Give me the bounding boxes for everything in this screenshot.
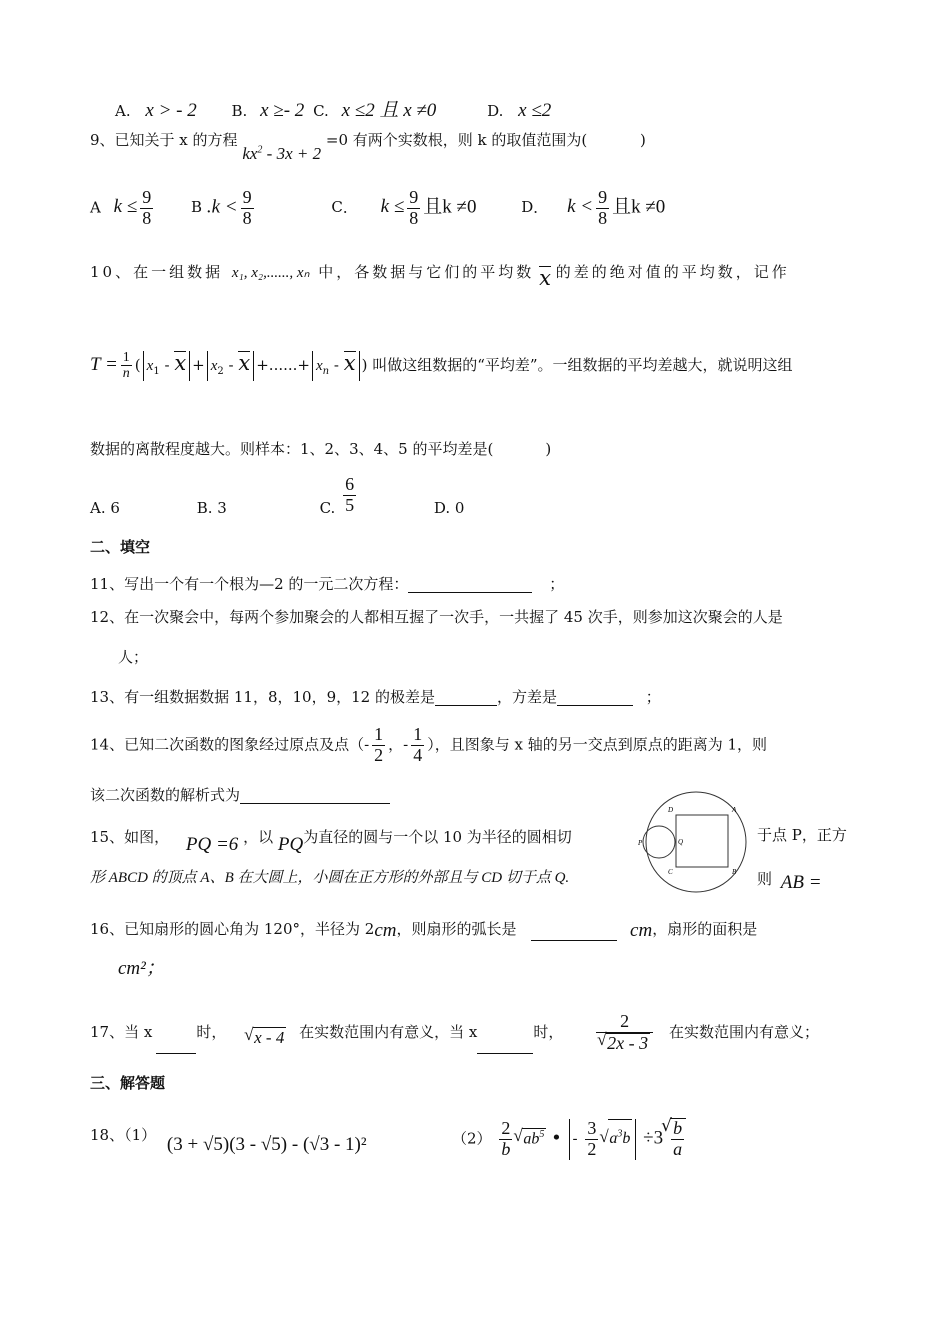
question-18-part2: （2） $\frac{2}{b}$ √ $ab^5$ • - $\frac{3}{2}$ √ $a^3b \div 3$ √ $\frac{b}{a}$ bbox=[452, 1118, 686, 1160]
q9-option-c: C bbox=[331, 198, 343, 217]
q14-answer-blank[interactable] bbox=[240, 803, 390, 804]
question-12: 12、在一次聚会中，每两个参加聚会的人都相互握了一次手，一共握了 45 次手，则参加这次聚会的人是 bbox=[90, 608, 783, 626]
option-c-label: C. bbox=[313, 102, 329, 120]
label-a: A bbox=[732, 806, 737, 814]
question-15-line2: 形 ABCD 的顶点 A、B 在大圆上，小圆在正方形的外部且与 CD 切于点 Q. bbox=[90, 870, 570, 886]
section-3-heading: 三、解答题 bbox=[90, 1074, 166, 1092]
q17-blank-2[interactable] bbox=[477, 1053, 533, 1054]
question-18: 18、（1） (3 + √5)(3 - √5) - (√3 - 1)² bbox=[90, 1126, 367, 1155]
question-15: 15、如图， PQ =6 ，以 PQ为直径的圆与一个以 10 为半径的圆相切 bbox=[90, 828, 572, 855]
question-10-line1: 10、在一组数据 x₁, x₂,......, xₙ 中，各数据与它们的平均数 x 的差的绝对值的平均数，记作 bbox=[90, 263, 790, 290]
option-a-label: A. bbox=[115, 102, 131, 120]
option-b-label: B. bbox=[231, 102, 248, 120]
question-12-line2: 人； bbox=[118, 648, 149, 666]
q16-arc-blank[interactable] bbox=[531, 940, 617, 941]
label-c: C bbox=[668, 868, 673, 876]
option-b-math: x ≥- 2 bbox=[260, 100, 305, 121]
q9-option-b: B bbox=[191, 198, 203, 217]
label-d: D bbox=[668, 806, 674, 814]
q11-answer-blank[interactable] bbox=[408, 592, 532, 593]
section-2-heading: 二、填空 bbox=[90, 538, 151, 556]
question-14-line2: 该二次函数的解析式为 bbox=[90, 786, 390, 804]
big-circle bbox=[646, 792, 746, 892]
q15-text-right: 于点 P，正方 bbox=[757, 826, 847, 844]
question-17: 17、当 x 时， √ x - 4 在实数范围内有意义，当 x 时， 2 √ 2x - 3 在实数范围内有意义； bbox=[90, 1012, 819, 1054]
question-9 bbox=[90, 130, 646, 163]
q15-answer: 则 AB = bbox=[757, 870, 822, 893]
label-b: B bbox=[732, 868, 737, 876]
question-11: 11、写出一个有一个根为—2 的一元二次方程： ； bbox=[90, 575, 565, 593]
q17-blank-1[interactable] bbox=[156, 1053, 196, 1054]
label-q: Q bbox=[678, 838, 684, 846]
option-d-label: D. bbox=[487, 102, 504, 120]
q10-options: A. 6 B. 3 C. $\frac{6}{5}$ D. 0 bbox=[90, 474, 465, 518]
square-abcd bbox=[676, 815, 728, 867]
label-p: P bbox=[638, 839, 643, 847]
q9-option-a: A bbox=[90, 198, 101, 217]
question-10-formula: T = $\frac{1}{n}$ ( $x_1 - x + x_2 - x$ +......+ $x_n$ - x ) 叫做这组数据的“平均差”。一组数据的平均差越大，就说明这组 bbox=[90, 350, 793, 382]
q9-options: A k ≤ $\frac{9}{8}$ B .k < $\frac{9}{8}$ C． k ≤ $\frac{9}{8}$ 且k ≠0 D． k < $\frac{9}{8}$ 且k ≠0 bbox=[90, 187, 666, 228]
question-16-line2: cm²； bbox=[118, 958, 165, 979]
question-14: 14、已知二次函数的图象经过原点及点（- $\frac{1}{2}$ ，- $\frac{1}{4}$ ），且图象与 x 轴的另一交点到原点的距离为 1，则 bbox=[90, 724, 768, 765]
question-16: 16、已知扇形的圆心角为 120°，半径为 2cm，则扇形的弧长是 cm，扇形的面积是 bbox=[90, 920, 758, 941]
option-c-math: x ≤2 且 x ≠0 bbox=[341, 100, 437, 121]
option-a-math: x > - 2 bbox=[145, 100, 197, 121]
q15-figure bbox=[628, 790, 752, 894]
q9-text: 9、已知关于 x 的方程 bbox=[90, 131, 238, 149]
q9-paren: ) bbox=[640, 131, 646, 149]
small-circle bbox=[643, 826, 675, 858]
q9-equation: $kx^2 - 3x + 2$ bbox=[242, 144, 322, 163]
question-10-line3: 数据的离散程度越大。则样本：1、2、3、4、5 的平均差是( ) bbox=[90, 440, 552, 458]
q8-options bbox=[115, 100, 551, 123]
q13-variance-blank[interactable] bbox=[557, 705, 633, 706]
q9-text-b: =0 有两个实数根，则 k 的取值范围为( bbox=[325, 131, 588, 149]
question-13: 13、有一组数据数据 11，8，10，9，12 的极差是 ，方差是 ； bbox=[90, 688, 661, 706]
q13-range-blank[interactable] bbox=[435, 705, 497, 706]
option-d-math: x ≤2 bbox=[518, 100, 552, 121]
q9-option-d: D bbox=[521, 198, 534, 217]
